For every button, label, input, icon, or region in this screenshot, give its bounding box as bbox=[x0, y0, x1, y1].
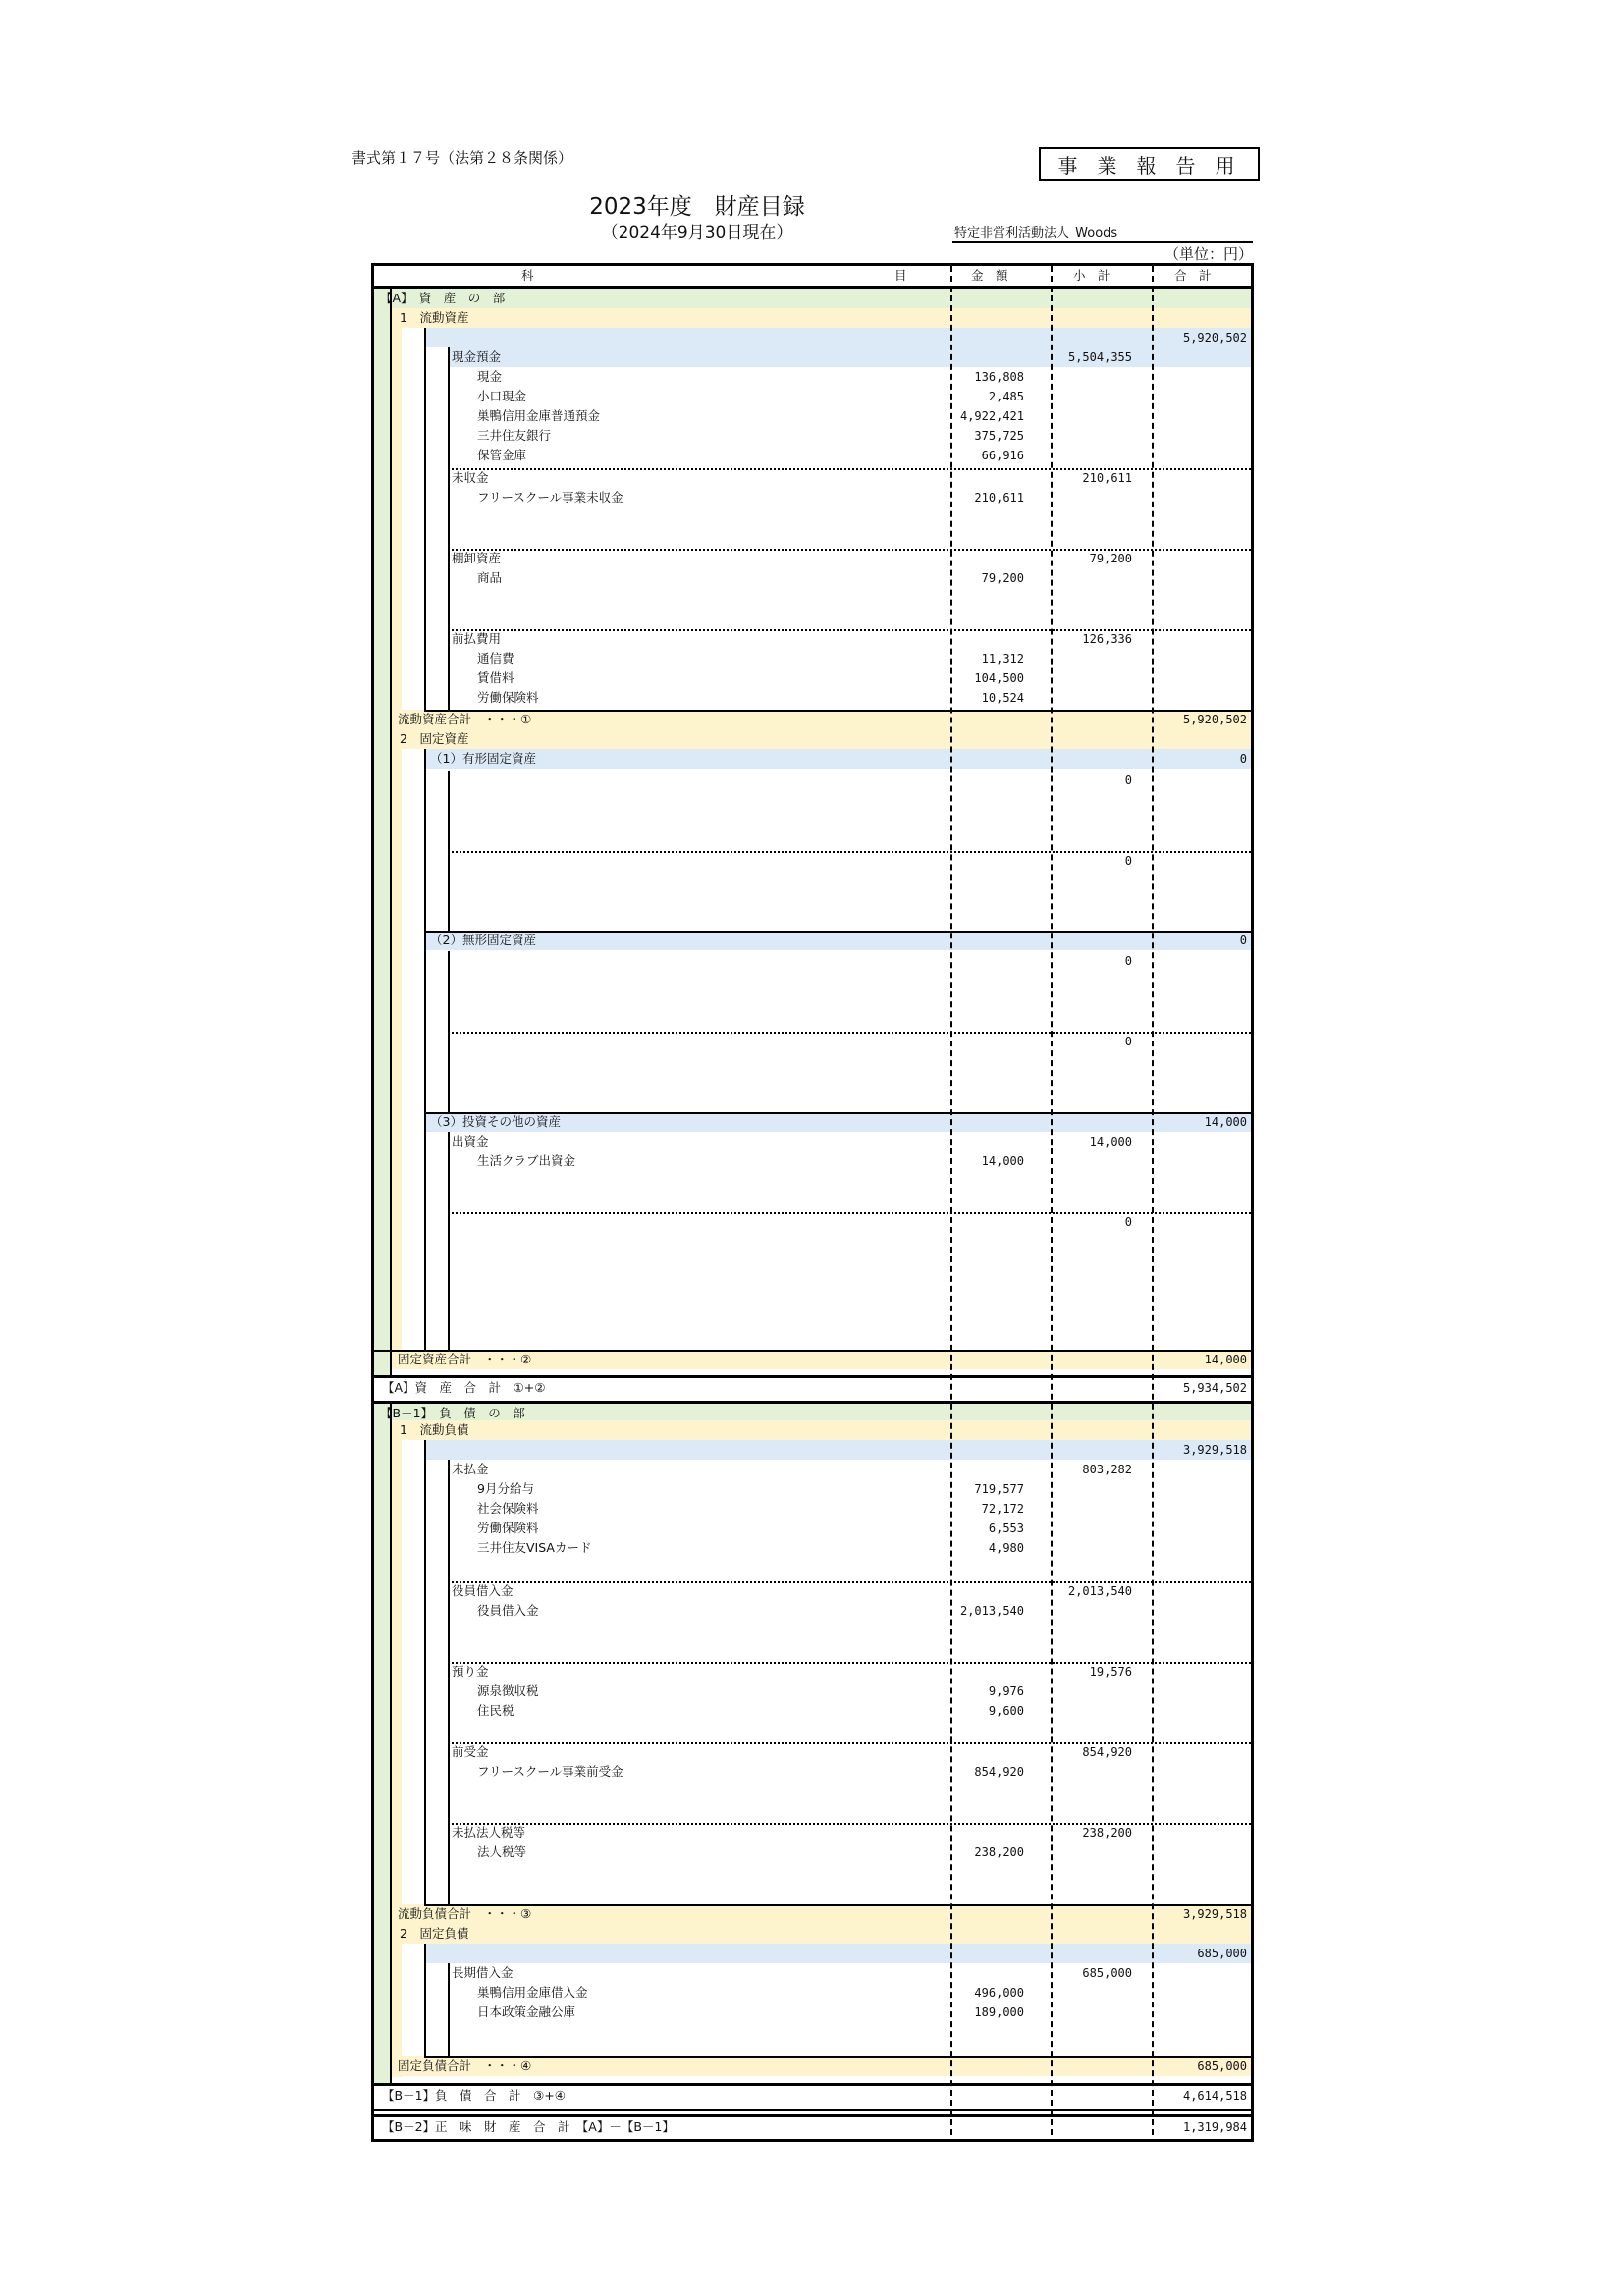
col-gokei: 合 計 bbox=[1174, 268, 1212, 283]
rule-line bbox=[374, 1350, 1251, 1352]
tangible-sub1 bbox=[374, 771, 1251, 790]
org-prefix: 特定非営利活動法人 bbox=[954, 226, 1070, 240]
col-kamoku: 科 bbox=[521, 268, 534, 283]
current-liab-header bbox=[390, 1420, 1251, 1440]
current-liab-label: 1 流動負債 bbox=[400, 1422, 469, 1437]
list-item bbox=[374, 1538, 1251, 1558]
item-name: 保管金庫 bbox=[477, 448, 527, 462]
officer-loan-label: 役員借入金 bbox=[452, 1583, 514, 1598]
org-name: Woods bbox=[1075, 226, 1118, 240]
fixed-liab-total-value: 685,000 bbox=[1197, 2059, 1247, 2073]
investment-total: 14,000 bbox=[1204, 1115, 1247, 1129]
item-name: 現金 bbox=[477, 369, 503, 384]
list-item bbox=[374, 1682, 1251, 1701]
cash-subtotal: 5,504,355 bbox=[1067, 350, 1132, 364]
rule-line bbox=[374, 1375, 1251, 1378]
item-name: 賃借料 bbox=[477, 670, 514, 685]
intangible-label: （2）無形固定資産 bbox=[430, 933, 536, 947]
receivable-label: 未収金 bbox=[452, 470, 489, 485]
list-item bbox=[374, 568, 1251, 588]
item-amount: 104,500 bbox=[974, 671, 1024, 685]
rule-line bbox=[448, 549, 1251, 551]
item-amount: 719,577 bbox=[974, 1482, 1024, 1496]
fixed-assets-header bbox=[390, 729, 1251, 749]
item-amount: 66,916 bbox=[981, 449, 1024, 462]
item-amount: 79,200 bbox=[981, 571, 1024, 585]
item-name: 三井住友銀行 bbox=[477, 428, 552, 443]
rule-line bbox=[448, 629, 1251, 631]
rule-line bbox=[374, 2114, 1251, 2117]
longterm-label: 長期借入金 bbox=[452, 1965, 514, 1980]
item-amount: 2,013,540 bbox=[959, 1604, 1024, 1618]
rule-line bbox=[424, 1904, 1251, 1906]
list-item bbox=[374, 426, 1251, 446]
intangible-sub2-value: 0 bbox=[1124, 1035, 1132, 1048]
net-assets-label: 【B－2】正 味 財 産 合 計 【A】－【B－1】 bbox=[382, 2119, 675, 2134]
tangible-header bbox=[424, 749, 1251, 769]
list-item bbox=[374, 649, 1251, 668]
fixed-liab-header bbox=[390, 1924, 1251, 1944]
item-name: 社会保険料 bbox=[477, 1501, 539, 1516]
table-header bbox=[374, 266, 1251, 289]
officer-loan-subtotal: 2,013,540 bbox=[1067, 1584, 1132, 1598]
intangible-sub2 bbox=[374, 1032, 1251, 1051]
item-name: 通信費 bbox=[477, 651, 514, 666]
liab-grand-label: 【B－1】負 債 合 計 ③+④ bbox=[382, 2088, 566, 2103]
intangible-total: 0 bbox=[1239, 934, 1247, 947]
current-assets-total-top-value: 5,920,502 bbox=[1182, 331, 1247, 345]
liab-section-label: 【B－1】 負 債 の 部 bbox=[380, 1406, 525, 1420]
rule-line bbox=[424, 1112, 1251, 1114]
column-line bbox=[448, 1132, 450, 1350]
capital-label: 出資金 bbox=[452, 1134, 489, 1148]
item-name: 労働保険料 bbox=[477, 1521, 539, 1535]
report-type-badge: 事業報告用 bbox=[1039, 147, 1260, 181]
rule-line bbox=[448, 468, 1251, 470]
tangible-total: 0 bbox=[1239, 752, 1247, 766]
current-liab-total bbox=[390, 1904, 1251, 1924]
unit-label: （単位：円） bbox=[1164, 245, 1253, 263]
page-title: 2023年度 財産目録 bbox=[589, 194, 805, 220]
item-name: フリースクール事業前受金 bbox=[477, 1764, 623, 1779]
deposits-subtotal: 19,576 bbox=[1089, 1665, 1132, 1679]
item-amount: 210,611 bbox=[974, 491, 1024, 505]
rule-line bbox=[448, 1581, 1251, 1583]
item-amount: 375,725 bbox=[974, 429, 1024, 443]
item-amount: 4,980 bbox=[988, 1541, 1024, 1555]
page-subtitle: （2024年9月30日現在） bbox=[601, 223, 793, 242]
longterm-group bbox=[448, 1963, 1254, 1983]
item-amount: 496,000 bbox=[974, 1986, 1024, 2000]
current-assets-total-label: 流動資産合計 ・・・① bbox=[398, 712, 532, 726]
advance-group bbox=[448, 1742, 1254, 1762]
item-amount: 9,976 bbox=[988, 1684, 1024, 1698]
item-name: 9月分給与 bbox=[477, 1481, 534, 1496]
rule-line bbox=[424, 931, 1251, 933]
col-kingaku: 金 額 bbox=[971, 268, 1008, 283]
capital-subtotal: 14,000 bbox=[1089, 1135, 1132, 1148]
column-line bbox=[1051, 266, 1053, 2142]
list-item bbox=[374, 1983, 1251, 2002]
tax-label: 未払法人税等 bbox=[452, 1825, 526, 1840]
advance-label: 前受金 bbox=[452, 1744, 489, 1759]
list-item bbox=[374, 668, 1251, 688]
fixed-assets-label: 2 固定資産 bbox=[400, 731, 469, 746]
assets-grand-label: 【A】資 産 合 計 ①+② bbox=[382, 1380, 546, 1395]
tangible-sub2 bbox=[374, 851, 1251, 871]
rule-line bbox=[374, 2109, 1251, 2111]
column-line bbox=[424, 1944, 426, 2056]
fixed-assets-total-label: 固定資産合計 ・・・② bbox=[398, 1352, 532, 1366]
current-assets-total-top bbox=[424, 328, 1251, 347]
item-name: 源泉徴収税 bbox=[477, 1683, 539, 1698]
item-amount: 4,922,421 bbox=[959, 409, 1024, 423]
fixed-liab-total-label: 固定負債合計 ・・・④ bbox=[398, 2058, 532, 2073]
current-assets-total bbox=[390, 710, 1251, 729]
list-item bbox=[374, 2002, 1251, 2022]
net-assets-total bbox=[374, 2114, 1251, 2140]
list-item bbox=[374, 1151, 1251, 1171]
list-item bbox=[374, 488, 1251, 507]
col-moku: 目 bbox=[894, 268, 907, 283]
liab-grand-value: 4,614,518 bbox=[1182, 2089, 1247, 2103]
list-item bbox=[374, 688, 1251, 708]
item-amount: 11,312 bbox=[981, 652, 1024, 666]
item-amount: 14,000 bbox=[981, 1154, 1024, 1168]
current-assets-total-value: 5,920,502 bbox=[1182, 713, 1247, 726]
list-item bbox=[374, 1499, 1251, 1519]
rule-line bbox=[448, 1212, 1251, 1214]
assets-section-label: 【A】 資 産 の 部 bbox=[380, 291, 506, 305]
current-liab-total-label: 流動負債合計 ・・・③ bbox=[398, 1906, 532, 1921]
item-name: 労働保険料 bbox=[477, 690, 539, 705]
liab-grand-total bbox=[374, 2083, 1251, 2109]
cash-label: 現金預金 bbox=[452, 349, 502, 364]
payable-label: 未払金 bbox=[452, 1462, 489, 1476]
deposits-group bbox=[448, 1662, 1254, 1682]
rule-line bbox=[448, 1662, 1251, 1664]
fixed-liab-total-top bbox=[424, 1944, 1251, 1963]
organization bbox=[952, 222, 1253, 243]
item-name: 生活クラブ出資金 bbox=[477, 1153, 576, 1168]
form-number: 書式第１７号（法第２８条関係） bbox=[352, 149, 573, 167]
current-liab-total-top-value: 3,929,518 bbox=[1182, 1443, 1247, 1457]
inventory-label: 棚卸資産 bbox=[452, 551, 502, 565]
item-amount: 10,524 bbox=[981, 691, 1024, 705]
list-item bbox=[374, 1762, 1251, 1782]
rule-line bbox=[448, 1032, 1251, 1034]
column-line bbox=[448, 1963, 450, 2056]
list-item bbox=[374, 1842, 1251, 1862]
rule-line bbox=[424, 2056, 1251, 2058]
item-name: 小口現金 bbox=[477, 389, 527, 403]
intangible-header bbox=[424, 931, 1251, 950]
rule-line bbox=[374, 1401, 1251, 1404]
fixed-liab-total-top-value: 685,000 bbox=[1197, 1947, 1247, 1960]
officer-loan-group bbox=[448, 1581, 1254, 1601]
list-item bbox=[374, 1701, 1251, 1721]
column-line bbox=[950, 266, 952, 2142]
tangible-label: （1）有形固定資産 bbox=[430, 751, 536, 766]
deposits-label: 預り金 bbox=[452, 1664, 489, 1679]
item-amount: 854,920 bbox=[974, 1765, 1024, 1779]
item-amount: 238,200 bbox=[974, 1845, 1024, 1859]
intangible-sub1 bbox=[374, 951, 1251, 971]
investment-label: （3）投資その他の資産 bbox=[430, 1114, 561, 1129]
column-line bbox=[390, 1404, 392, 2083]
current-liab-total-value: 3,929,518 bbox=[1182, 1907, 1247, 1921]
list-item bbox=[374, 367, 1251, 387]
prepaid-label: 前払費用 bbox=[452, 631, 502, 646]
fixed-liab-label: 2 固定負債 bbox=[400, 1926, 469, 1941]
column-line bbox=[1152, 266, 1154, 2142]
payable-group bbox=[448, 1460, 1254, 1479]
current-liab-total-top bbox=[424, 1440, 1251, 1460]
assets-grand-value: 5,934,502 bbox=[1182, 1381, 1247, 1395]
current-assets-header bbox=[390, 308, 1251, 328]
item-amount: 6,553 bbox=[988, 1522, 1024, 1535]
rule-line bbox=[448, 851, 1251, 853]
receivable-group bbox=[448, 468, 1254, 488]
tangible-sub2-value: 0 bbox=[1124, 854, 1132, 868]
item-amount: 189,000 bbox=[974, 2005, 1024, 2019]
list-item bbox=[374, 1479, 1251, 1499]
tax-group bbox=[448, 1823, 1254, 1842]
column-line bbox=[424, 1440, 426, 1904]
investment-header bbox=[424, 1112, 1251, 1132]
tax-subtotal: 238,200 bbox=[1082, 1826, 1132, 1840]
inventory-group bbox=[448, 549, 1254, 568]
rule-line bbox=[374, 2083, 1251, 2086]
item-amount: 72,172 bbox=[981, 1502, 1024, 1516]
list-item bbox=[374, 387, 1251, 406]
item-name: 日本政策金融公庫 bbox=[477, 2004, 576, 2019]
item-amount: 136,808 bbox=[974, 370, 1024, 384]
item-name: 巣鴨信用金庫普通預金 bbox=[477, 408, 601, 423]
col-shokei: 小 計 bbox=[1073, 268, 1110, 283]
rule-line bbox=[448, 1742, 1251, 1744]
list-item bbox=[374, 1601, 1251, 1621]
item-name: フリースクール事業未収金 bbox=[477, 490, 623, 505]
list-item bbox=[374, 1519, 1251, 1538]
column-line bbox=[448, 1460, 450, 1904]
inventory-table bbox=[371, 263, 1254, 2142]
capital-group bbox=[448, 1132, 1254, 1151]
item-name: 商品 bbox=[477, 570, 503, 585]
list-item bbox=[374, 446, 1251, 465]
item-name: 住民税 bbox=[477, 1703, 514, 1718]
receivable-subtotal: 210,611 bbox=[1082, 471, 1132, 485]
net-assets-value: 1,319,984 bbox=[1182, 2120, 1247, 2134]
rule-line bbox=[448, 1823, 1251, 1825]
investment-sub2 bbox=[374, 1212, 1251, 1232]
longterm-subtotal: 685,000 bbox=[1082, 1966, 1132, 1980]
inventory-subtotal: 79,200 bbox=[1089, 552, 1132, 565]
tangible-sub1-value: 0 bbox=[1124, 774, 1132, 787]
assets-grand-total bbox=[374, 1375, 1251, 1401]
item-name: 巣鴨信用金庫借入金 bbox=[477, 1985, 588, 2000]
fixed-liab-total bbox=[390, 2056, 1251, 2076]
current-assets-label: 1 流動資産 bbox=[400, 310, 469, 325]
column-line bbox=[424, 749, 426, 1350]
item-name: 法人税等 bbox=[477, 1844, 527, 1859]
investment-sub2-value: 0 bbox=[1124, 1215, 1132, 1229]
prepaid-group bbox=[448, 629, 1254, 649]
item-amount: 9,600 bbox=[988, 1704, 1024, 1718]
prepaid-subtotal: 126,336 bbox=[1082, 632, 1132, 646]
rule-line bbox=[424, 710, 1251, 712]
payable-subtotal: 803,282 bbox=[1082, 1463, 1132, 1476]
advance-subtotal: 854,920 bbox=[1082, 1745, 1132, 1759]
item-name: 三井住友VISAカード bbox=[477, 1540, 592, 1555]
assets-section bbox=[374, 289, 1251, 308]
intangible-sub1-value: 0 bbox=[1124, 954, 1132, 968]
fixed-assets-total-value: 14,000 bbox=[1204, 1353, 1247, 1366]
list-item bbox=[374, 406, 1251, 426]
cash-group bbox=[448, 347, 1251, 367]
item-name: 役員借入金 bbox=[477, 1603, 539, 1618]
item-amount: 2,485 bbox=[988, 390, 1024, 403]
fixed-assets-total bbox=[390, 1350, 1251, 1369]
